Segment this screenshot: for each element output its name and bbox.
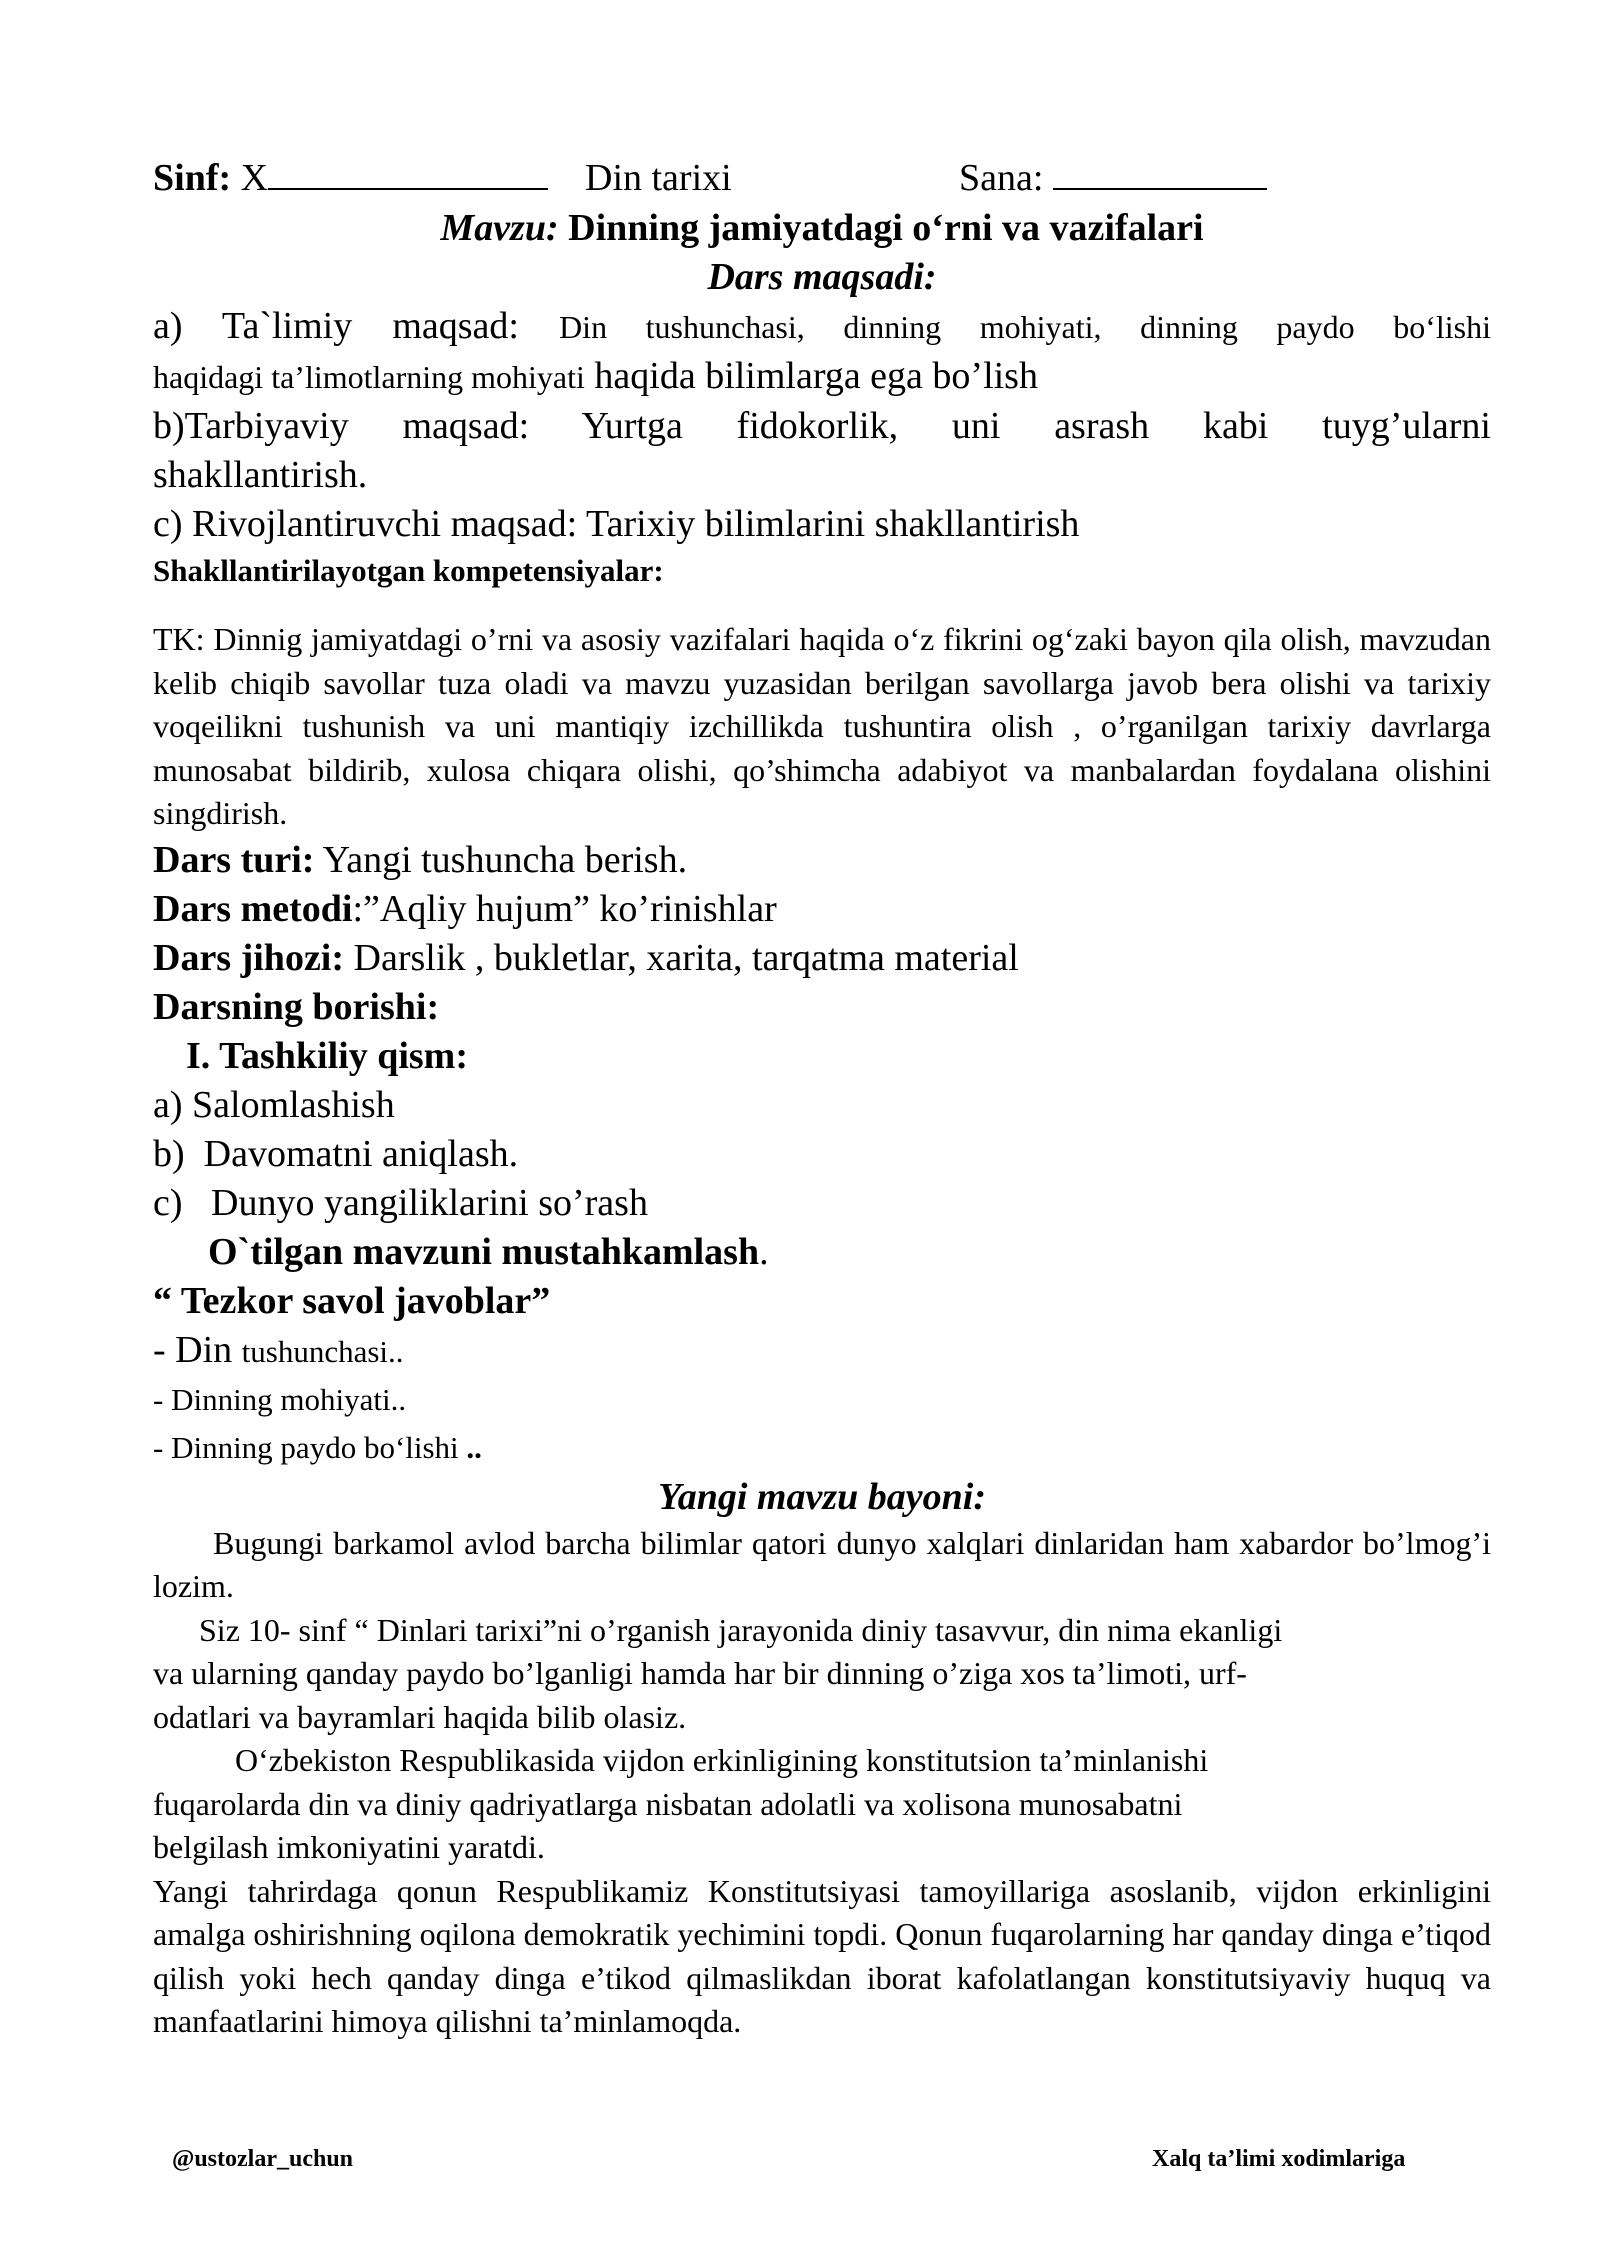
question-3-dots: .. [466, 1429, 482, 1465]
question-3 [153, 1424, 1491, 1472]
paragraph-2-line: Siz 10- sinf “ Dinlari tarixi”ni o’rganish jarayonida diniy tasavvur, din nima ekanligi [199, 1611, 1283, 1648]
mustahkamlash-line [153, 1228, 1491, 1277]
sinf-field [153, 152, 548, 204]
sana-field [959, 152, 1267, 204]
tashkiliy-item: b) Davomatni aniqlash. [153, 1132, 519, 1175]
dars-turi-label: Dars turi: [153, 838, 315, 881]
dars-jihozi-label: Dars jihozi: [153, 936, 345, 979]
paragraph-2 [153, 1609, 1491, 1740]
paragraph-1: Bugungi barkamol avlod barcha bilimlar qatori dunyo xalqlari dinlaridan ham xabardor bo’lmog’i lozim. [153, 1524, 1491, 1604]
goal-a-text2: haqidagi ta’limotlarning mohiyati [153, 359, 585, 395]
mustahkamlash-dot: . [759, 1230, 769, 1273]
document-page [153, 152, 1491, 2044]
footer-left: @ustozlar_uchun [172, 2146, 354, 2172]
sinf-blank [268, 154, 548, 190]
goal-a-lead: a) Ta`limiy maqsad: [153, 305, 519, 347]
paragraph-3-line: fuqarolarda din va diniy qadriyatlarga nisbatan adolatli va xolisona munosabatni [153, 1785, 1183, 1822]
footer-right: Xalq ta’limi xodimlariga [1152, 2146, 1406, 2172]
paragraph-3-line: O‘zbekiston Respublikasida vijdon erkinligining konstitutsion ta’minlanishi [235, 1742, 1209, 1778]
dars-metodi-line [153, 885, 1491, 934]
topic-label: Mavzu: [440, 207, 559, 249]
paragraph-2-line: odatlari va bayramlari haqida bilib olasiz. [153, 1698, 687, 1735]
question-3-text: - Dinning paydo bo‘lishi [153, 1429, 459, 1465]
goal-b-line1: b)Tarbiyaviy maqsad: Yurtga fidokorlik, uni asrash kabi tuyg’ularni [153, 405, 1491, 447]
tashkiliy-item: a) Salomlashish [153, 1083, 395, 1126]
dars-jihozi-line [153, 934, 1491, 983]
dars-maqsadi-heading: Dars maqsadi: [707, 256, 937, 298]
sana-label: Sana: [959, 157, 1044, 199]
dars-metodi-value: :”Aqliy hujum” ko’rinishlar [352, 887, 777, 930]
tezkor-heading: “ Tezkor savol javoblar” [153, 1279, 551, 1322]
goal-a-tail: haqida bilimlarga ega bo’lish [594, 355, 1038, 397]
yangi-mavzu-heading: Yangi mavzu bayoni: [658, 1475, 986, 1518]
question-1 [153, 1326, 1491, 1376]
paragraph-2-line: va ularning qanday paydo bo’lganligi hamda har bir dinning o’ziga xos ta’limoti, urf- [153, 1655, 1247, 1691]
competencies-heading: Shakllantirilayotgan kompetensiyalar: [153, 553, 664, 588]
topic-line [153, 204, 1491, 253]
goal-a-text1: Din tushunchasi, dinning mohiyati, dinning paydo bo‘lishi [559, 309, 1492, 345]
question-1-lead: - Din [153, 1328, 233, 1371]
dars-turi-line [153, 836, 1491, 885]
tashkiliy-heading: I. Tashkiliy qism: [186, 1034, 468, 1077]
dars-jihozi-value: Darslik , bukletlar, xarita, tarqatma material [353, 936, 1019, 979]
paragraph-3 [153, 1739, 1491, 1870]
sana-blank [1053, 154, 1267, 190]
header-row [153, 152, 1491, 204]
tashkiliy-item: c) Dunyo yangiliklarini so’rash [153, 1181, 648, 1224]
goal-b-line2: shakllantirish. [153, 454, 368, 496]
topic-title: Dinning jamiyatdagi o‘rni va vazifalari [568, 207, 1204, 249]
goal-a-line1 [153, 302, 1491, 352]
goal-a-line2 [153, 352, 1491, 402]
question-1-tail: tushunchasi.. [241, 1333, 404, 1369]
sinf-label: Sinf: [153, 157, 232, 199]
paragraph-4: Yangi tahrirdaga qonun Respublikamiz Konstitutsiyasi tamoyillariga asoslanib, vijdon erkinligini amalga oshirishning oqilona demokratik yechimini topdi. Qonun fuqarolarning har qanday dinga e’tiqod qilish yoki hech qanday dinga e’tikod qilmaslikdan iborat kafolatlangan konstitutsiyaviy huquq va manfaatlarini himoya qilishni ta’minlamoqda. [153, 1872, 1491, 2039]
subject-name: Din tarixi [585, 157, 732, 199]
dars-metodi-label: Dars metodi [153, 887, 353, 930]
question-2: - Dinning mohiyati.. [153, 1381, 407, 1417]
paragraph-3-line: belgilash imkoniyatini yaratdi. [153, 1829, 545, 1865]
goal-c-line: c) Rivojlantiruvchi maqsad: Tarixiy bilimlarini shakllantirish [153, 503, 1080, 545]
mustahkamlash-heading: O`tilgan mavzuni mustahkamlash [208, 1230, 760, 1273]
sinf-value: X [240, 157, 269, 199]
tk-paragraph: TK: Dinnig jamiyatdagi o’rni va asosiy vazifalari haqida o‘z fikrini og‘zaki bayon qila olish, mavzudan kelib chiqib savollar tuza oladi va mavzu yuzasidan berilgan savollarga javob bera olishi va tarixiy voqeilikni tushunish va uni mantiqiy izchillikda tushuntira olish , o’rganilgan tarixiy davrlarga munosabat bildirib, xulosa chiqara olishi, qo’shimcha adabiyot va manbalardan foydalana olishini singdirish. [153, 621, 1491, 831]
dars-turi-value: Yangi tushuncha berish. [322, 838, 688, 881]
darsning-borishi-heading: Darsning borishi: [153, 985, 440, 1028]
